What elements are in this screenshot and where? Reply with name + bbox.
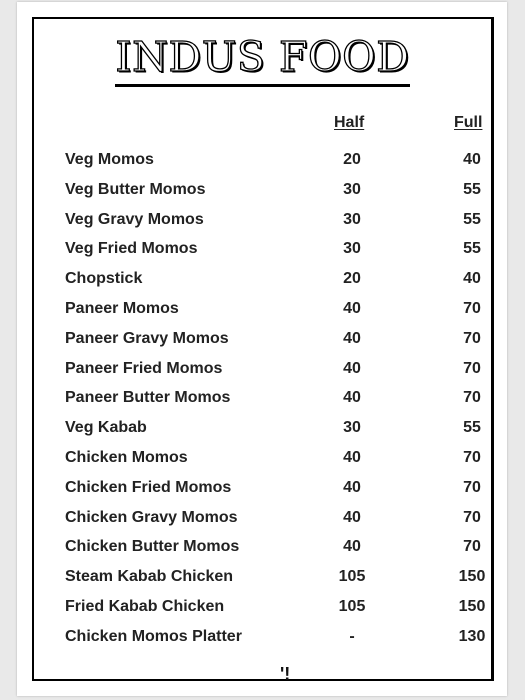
item-name: Veg Butter Momos (65, 180, 206, 198)
item-name: Chicken Fried Momos (65, 478, 232, 496)
item-price-half: 20 (343, 270, 361, 288)
item-price-half: 40 (343, 389, 361, 407)
column-header-full: Full (454, 114, 483, 131)
item-name: Veg Gravy Momos (65, 210, 204, 228)
item-name: Chicken Momos (65, 448, 188, 466)
item-price-full: 70 (463, 508, 481, 526)
item-name: Fried Kabab Chicken (65, 597, 225, 615)
item-price-half: 40 (343, 359, 361, 377)
menu-title: INDUS FOOD (115, 37, 409, 87)
menu-item-row (34, 622, 491, 652)
menu-item-list (34, 145, 491, 652)
menu-item-row (34, 175, 491, 205)
item-price-full: 150 (458, 597, 486, 615)
item-name: Paneer Momos (65, 299, 179, 317)
menu-item-row (34, 473, 491, 503)
item-name: Paneer Fried Momos (65, 359, 223, 377)
item-price-half: 40 (343, 329, 361, 347)
menu-item-row (34, 592, 491, 622)
item-price-full: 70 (463, 448, 481, 466)
menu-item-row (34, 413, 491, 443)
item-price-full: 70 (463, 389, 481, 407)
item-price-half: 40 (343, 448, 361, 466)
item-name: Chicken Momos Platter (65, 627, 242, 645)
item-price-full: 40 (463, 270, 481, 288)
item-price-full: 70 (463, 329, 481, 347)
menu-item-row (34, 443, 491, 473)
menu-title-wrap (34, 33, 491, 87)
menu-item-row (34, 562, 491, 592)
item-name: Chopstick (65, 270, 143, 288)
menu-item-row (34, 145, 491, 175)
item-name: Veg Fried Momos (65, 240, 198, 258)
item-price-full: 40 (463, 151, 481, 168)
item-price-half: 40 (343, 538, 361, 556)
item-price-full: 130 (458, 627, 486, 645)
item-price-half: 40 (343, 299, 361, 317)
item-price-half: 20 (343, 151, 361, 168)
menu-item-row (34, 503, 491, 533)
item-name: Chicken Butter Momos (65, 538, 240, 556)
item-price-full: 55 (463, 419, 481, 437)
item-price-half: 40 (343, 508, 361, 526)
item-name: Veg Kabab (65, 419, 147, 437)
item-name: Steam Kabab Chicken (65, 568, 234, 586)
item-name: Paneer Butter Momos (65, 389, 231, 407)
menu-item-row (34, 383, 491, 413)
item-price-half: - (349, 627, 355, 645)
item-price-full: 70 (463, 478, 481, 496)
menu-item-row (34, 324, 491, 354)
menu-item-row (34, 234, 491, 264)
menu-item-row (34, 294, 491, 324)
item-price-full: 70 (463, 299, 481, 317)
item-price-full: 150 (458, 568, 486, 586)
item-price-full: 70 (463, 359, 481, 377)
column-header-half: Half (334, 114, 365, 131)
menu-item-row (34, 205, 491, 235)
item-price-full: 55 (463, 180, 481, 198)
menu-item-row (34, 532, 491, 562)
menu-page (17, 2, 507, 696)
menu-item-row (34, 354, 491, 384)
item-price-half: 105 (338, 597, 366, 615)
item-price-half: 30 (343, 180, 361, 198)
item-price-half: 30 (343, 240, 361, 258)
item-price-full: 70 (463, 538, 481, 556)
item-price-full: 55 (463, 240, 481, 258)
menu-item-row (34, 264, 491, 294)
menu-border (32, 17, 494, 684)
item-price-half: 105 (338, 568, 366, 586)
item-price-half: 30 (343, 419, 361, 437)
item-name: Paneer Gravy Momos (65, 329, 229, 347)
item-name: Veg Momos (65, 151, 154, 168)
item-price-half: 40 (343, 478, 361, 496)
item-price-half: 30 (343, 210, 361, 228)
item-name: Chicken Gravy Momos (65, 508, 238, 526)
item-price-full: 55 (463, 210, 481, 228)
footer-mark: '! (280, 664, 291, 684)
